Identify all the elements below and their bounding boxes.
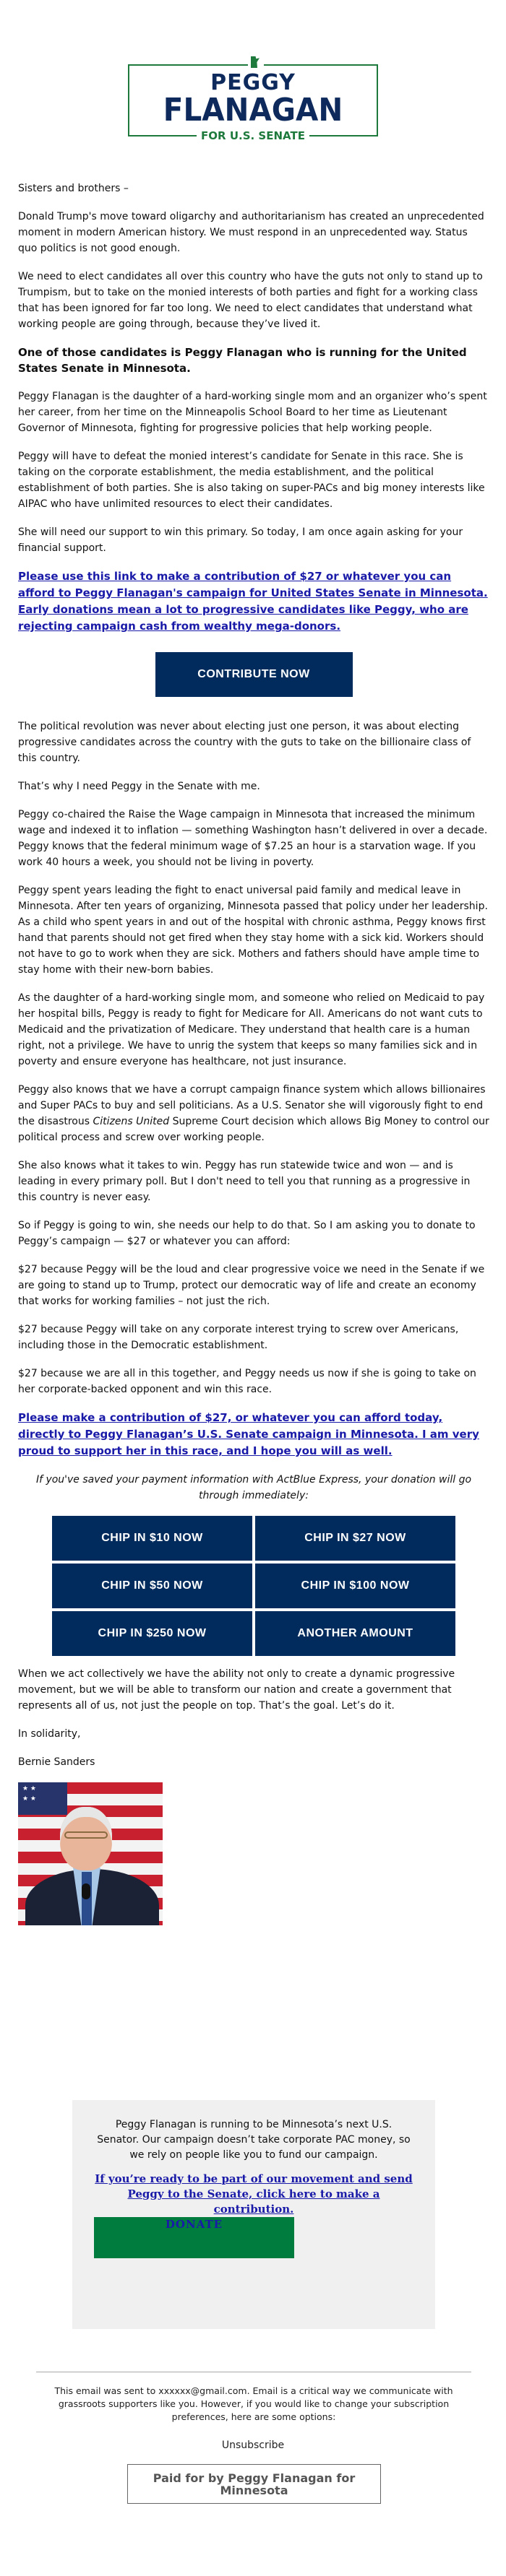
signature: Bernie Sanders (18, 1756, 95, 1768)
donate-button[interactable]: DONATE (94, 2217, 294, 2258)
contribution-link[interactable]: Please use this link to make a contribution of $27 or whatever you can afford to Peggy Flanagan's campaign for United States Senate in Minnesota. Early donations mean a lot to progressive candidates like Peggy, who are rejecting campaign cash from wealthy mega-donors. (18, 570, 488, 633)
minnesota-state-icon (248, 56, 264, 69)
paragraph: When we act collectively we have the ability not only to create a dynamic progressive movement, but we will be able to transform our nation and create a government that represents all of us, not just the people on top. That’s the goal. Let’s do it. (18, 1668, 455, 1712)
paragraph: Peggy spent years leading the fight to enact universal paid family and medical leave in Minnesota. After ten years of organizing, Minnesota passed that policy under her leadership. As a child who spent years in and out of the hospital with chronic asthma, Peggy knows first hand that parents should not get fired when they stay home with a sick kid. Workers should not have to go to work when they are sick. Mothers and fathers should have ample time to stay home with their new-born babies. (18, 885, 488, 976)
text: Supreme Court decision which allows Big Money to control our political process and screw over working people. (18, 1116, 489, 1143)
paragraph: Donald Trump's move toward oligarchy and authoritarianism has created an unprecedented moment in modern American history. We must respond in an unprecedented way. Status quo politics is not good enough. (18, 211, 484, 254)
paragraph: So if Peggy is going to win, she needs our help to do that. So I am asking you to donate to Peggy’s campaign — $27 or whatever you can afford: (18, 1220, 476, 1247)
chip-in-27-button[interactable]: CHIP IN $27 NOW (255, 1516, 455, 1561)
greeting: Sisters and brothers – (18, 183, 129, 194)
paragraph: $27 because Peggy will be the loud and clear progressive voice we need in the Senate if we are going to stand up to Trump, protect our democratic way of life and create an economy that works for working families – not just the rich. (18, 1264, 485, 1307)
bold-paragraph: One of those candidates is Peggy Flanagan who is running for the United States Senate in Minnesota. (18, 346, 467, 375)
logo-tagline: FOR U.S. SENATE (129, 129, 377, 142)
paragraph: She also knows what it takes to win. Peggy has run statewide twice and won — and is leading in every primary poll. But I don't need to tell you that running as a progressive in this country is never easy. (18, 1160, 471, 1203)
bernie-sanders-photo (18, 1782, 163, 1925)
unsubscribe-link[interactable]: Unsubscribe (221, 2440, 285, 2451)
chip-in-100-button[interactable]: CHIP IN $100 NOW (255, 1564, 455, 1608)
paragraph (18, 1082, 489, 1145)
actblue-note: If you've saved your payment information with ActBlue Express, your donation will go through immediately: (35, 1474, 472, 1501)
paragraph: The political revolution was never about electing just one person, it was about electing progressive candidates across the country with the guts to take on the billionaire class of this country. (18, 721, 471, 764)
paragraph: Peggy will have to defeat the monied interest’s candidate for Senate in this race. She is taking on the corporate establishment, the media establishment, and the political establishment of both parties. She is also taking on super-PACs and big money interests like AIPAC who have unlimited resources to elect their candidates. (18, 451, 485, 510)
paragraph: Peggy Flanagan is the daughter of a hard-working single mom and an organizer who’s spent her career, from her time on the Minneapolis School Board to her time as Lieutenant Governor of Minnesota, fighting for progressive policies that help working people. (18, 391, 487, 434)
paragraph: $27 because we are all in this together, and Peggy needs us now if she is going to take on her corporate-backed opponent and win this race. (18, 1368, 476, 1395)
paragraph: That’s why I need Peggy in the Senate with me. (18, 781, 260, 792)
paid-for-disclaimer: Paid for by Peggy Flanagan for Minnesota (127, 2464, 381, 2504)
logo-last-name: FLANAGAN (163, 92, 343, 129)
promo-contribution-link[interactable]: If you’re ready to be part of our movement and send Peggy to the Senate, click here to make a contribution. (95, 2172, 413, 2216)
contribute-now-button[interactable]: CONTRIBUTE NOW (155, 652, 353, 697)
logo-first-name: PEGGY (210, 70, 296, 95)
campaign-promo-box (72, 2100, 435, 2329)
footer-notice: This email was sent to xxxxxx@gmail.com. Email is a critical way we communicate with grassroots supporters like you. However, if you would like to change your subscription preferences, here are some options: (54, 2385, 453, 2422)
donation-amount-grid (52, 1516, 455, 1656)
closing: In solidarity, (18, 1728, 81, 1740)
contribution-link-2[interactable]: Please make a contribution of $27, or whatever you can afford today, directly to Peggy Flanagan’s U.S. Senate campaign in Minnesota. I am very proud to support her in this race, and I hope you will as well. (18, 1411, 479, 1457)
paragraph: Peggy co-chaired the Raise the Wage campaign in Minnesota that increased the minimum wage and indexed it to inflation — something Washington hasn’t delivered in over a decade. Peggy knows that the federal minimum wage of $7.25 an hour is a starvation wage. If you work 40 hours a week, you should not be living in poverty. (18, 809, 488, 868)
another-amount-button[interactable]: ANOTHER AMOUNT (255, 1611, 455, 1656)
italic-text: Citizens United (93, 1116, 170, 1127)
microphone-icon (82, 1883, 90, 1899)
email-body (18, 181, 489, 1925)
paragraph: She will need our support to win this primary. So today, I am once again asking for your financial support. (18, 526, 463, 554)
paragraph: We need to elect candidates all over this country who have the guts not only to stand up to Trumpism, but to take on the monied interests of both parties and fight for a working class that has been ignored for far too long. We need to elect candidates that understand what working people are going through, because they’ve lived it. (18, 271, 483, 330)
paragraph: $27 because Peggy will take on any corporate interest trying to screw over Americans, including those in the Democratic establishment. (18, 1324, 459, 1351)
flag-stars-icon: ★ ★ ★ ★ (18, 1782, 67, 1815)
chip-in-50-button[interactable]: CHIP IN $50 NOW (52, 1564, 252, 1608)
promo-text: Peggy Flanagan is running to be Minnesota’s next U.S. Senator. Our campaign doesn’t take corporate PAC money, so we rely on people like you to fund our campaign. (97, 2119, 411, 2161)
chip-in-10-button[interactable]: CHIP IN $10 NOW (52, 1516, 252, 1561)
campaign-logo (128, 64, 378, 142)
chip-in-250-button[interactable]: CHIP IN $250 NOW (52, 1611, 252, 1656)
text: Peggy also knows that we have a corrupt campaign finance system which allows billionaires and Super PACs to buy and sell politicians. As a U.S. Senator she will vigorously fight to end the disastrous (18, 1084, 486, 1127)
paragraph: As the daughter of a hard-working single mom, and someone who relied on Medicaid to pay her hospital bills, Peggy is ready to fight for Medicare for All. Americans do not want cuts to Medicaid and the privatization of Medicare. They understand that health care is a human right, not a privilege. We have to unrig the system that keeps so many families sick and in poverty and ensure everyone has healthcare, not just insurance. (18, 992, 485, 1067)
